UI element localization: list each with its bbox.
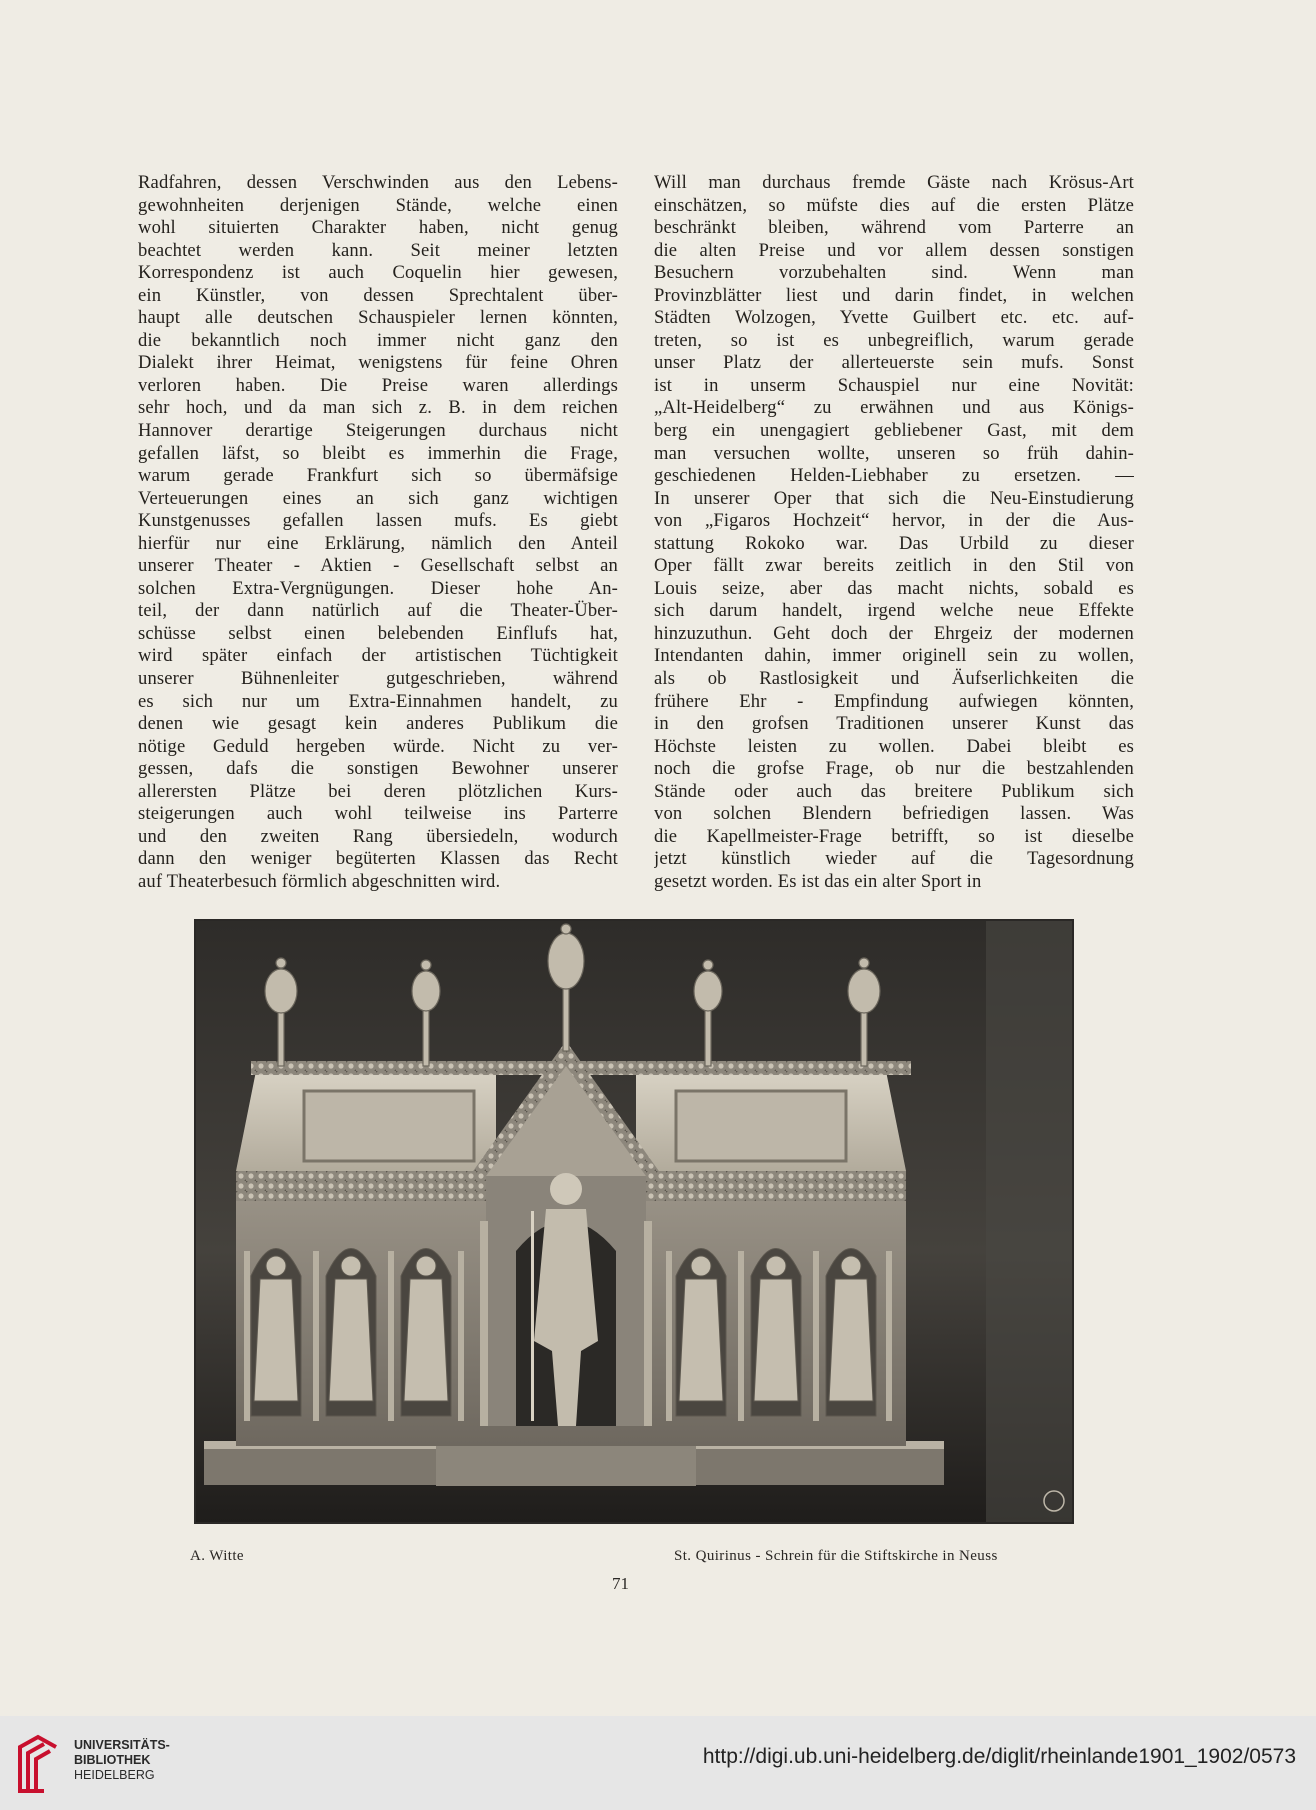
page-number: 71 xyxy=(612,1574,629,1593)
text-line: einschätzen, so müfste dies auf die ersten Plätze xyxy=(654,194,1134,216)
text-line: von „Figaros Hochzeit“ hervor, in der die Aus- xyxy=(654,510,1134,532)
text-line: stattung Rokoko war. Das Urbild zu dieser xyxy=(654,532,1134,554)
text-line: verloren haben. Die Preise waren allerdings xyxy=(138,374,618,396)
text-line: es sich nur um Extra-Einnahmen handelt, zu xyxy=(138,690,618,712)
text-line: geschiedenen Helden-Liebhaber zu ersetzen. — xyxy=(654,465,1134,487)
reliquary-shrine-image xyxy=(196,921,1072,1522)
library-logo-icon[interactable] xyxy=(14,1731,62,1795)
text-line: „Alt-Heidelberg“ zu erwähnen und aus Königs- xyxy=(654,397,1134,419)
text-line: sich darum handelt, irgend welche neue Effekte xyxy=(654,600,1134,622)
text-line: wird später einfach der artistischen Tüchtigkeit xyxy=(138,645,618,667)
text-line: von solchen Blendern befriedigen lassen. Was xyxy=(654,803,1134,825)
text-line: Radfahren, dessen Verschwinden aus den Lebens- xyxy=(138,172,618,193)
text-line: unserer Bühnenleiter gutgeschrieben, während xyxy=(138,668,618,690)
text-line: Städten Wolzogen, Yvette Guilbert etc. etc. auf- xyxy=(654,307,1134,329)
text-line: Verteuerungen eines an sich ganz wichtigen xyxy=(138,487,618,509)
text-line: steigerungen auch wohl teilweise ins Parterre xyxy=(138,803,618,825)
text-line: in den grofsen Traditionen unserer Kunst das xyxy=(654,713,1134,735)
text-line: die alten Preise und vor allem dessen sonstigen xyxy=(654,239,1134,261)
text-line: allerersten Plätze bei deren plötzlichen Kurs- xyxy=(138,780,618,802)
text-line: denen wie gesagt kein anderes Publikum die xyxy=(138,713,618,735)
library-name-line2: BIBLIOTHEK xyxy=(74,1753,151,1767)
text-line: berg ein unengagiert gebliebener Gast, mit dem xyxy=(654,420,1134,442)
text-line: solchen Extra-Vergnügungen. Dieser hohe An- xyxy=(138,577,618,599)
text-line: Besuchern vorzubehalten sind. Wenn man xyxy=(654,262,1134,284)
text-column-left xyxy=(138,172,618,894)
text-line: man versuchen wollte, unseren so früh dahin- xyxy=(654,442,1134,464)
text-line: Louis seize, aber das macht nichts, sobald es xyxy=(654,577,1134,599)
text-line: gewohnheiten derjenigen Stände, welche einen xyxy=(138,194,618,216)
text-line: die bekanntlich noch immer nicht ganz den xyxy=(138,329,618,351)
text-line: beachtet werden kann. Seit meiner letzten xyxy=(138,239,618,261)
text-line: ein Künstler, von dessen Sprechtalent über- xyxy=(138,284,618,306)
text-line: sehr hoch, und da man sich z. B. in dem reichen xyxy=(138,397,618,419)
text-line: unser Platz der allerteuerste sein mufs. Sonst xyxy=(654,352,1134,374)
text-line: Provinzblätter liest und darin findet, in welchen xyxy=(654,284,1134,306)
text-line: schüsse selbst einen belebenden Einflufs hat, xyxy=(138,622,618,644)
text-line: Dialekt ihrer Heimat, wenigstens für feine Ohren xyxy=(138,352,618,374)
text-line: die Kapellmeister-Frage betrifft, so ist dieselbe xyxy=(654,825,1134,847)
text-line: noch die grofse Frage, ob nur die bestzahlenden xyxy=(654,758,1134,780)
text-line: wohl situierten Charakter haben, nicht genug xyxy=(138,217,618,239)
text-line: ist in unserm Schauspiel nur eine Novität: xyxy=(654,374,1134,396)
text-line: auf Theaterbesuch förmlich abgeschnitten wird. xyxy=(138,870,501,892)
text-line: Korrespondenz ist auch Coquelin hier gewesen, xyxy=(138,262,618,284)
text-line: treten, so ist es unbegreiflich, warum gerade xyxy=(654,329,1134,351)
library-name-line1: UNIVERSITÄTS- xyxy=(74,1738,170,1752)
text-line: dann den weniger begüterten Klassen das Recht xyxy=(138,848,618,870)
text-column-right xyxy=(654,172,1134,894)
permalink-url[interactable]: http://digi.ub.uni-heidelberg.de/diglit/rheinlande1901_1902/0573 xyxy=(702,1745,1296,1768)
text-line: beschränkt bleiben, während vom Parterre an xyxy=(654,217,1134,239)
text-line: Hannover derartige Steigerungen durchaus nicht xyxy=(138,420,618,442)
text-line: Kunstgenusses gefallen lassen mufs. Es giebt xyxy=(138,510,618,532)
text-line: Stände oder auch das breitere Publikum sich xyxy=(654,780,1134,802)
figure-caption: St. Quirinus - Schrein für die Stiftskirche in Neuss xyxy=(674,1548,998,1564)
text-line: unserer Theater - Aktien - Gesellschaft selbst an xyxy=(138,555,618,577)
text-line: In unserer Oper that sich die Neu-Einstudierung xyxy=(654,487,1134,509)
photo-credit: A. Witte xyxy=(190,1548,244,1564)
text-line: jetzt künstlich wieder auf die Tagesordnung xyxy=(654,848,1134,870)
text-line: haupt alle deutschen Schauspieler lernen könnten, xyxy=(138,307,618,329)
text-line: gefallen läfst, so bleibt es immerhin die Frage, xyxy=(138,442,618,464)
text-line: Oper fällt zwar bereits zeitlich in den Stil von xyxy=(654,555,1134,577)
text-line: als ob Rastlosigkeit und Äufserlichkeiten die xyxy=(654,668,1134,690)
library-name-line3: HEIDELBERG xyxy=(74,1768,155,1782)
text-line: hierfür nur eine Erklärung, nämlich den Anteil xyxy=(138,532,618,554)
digital-library-footer xyxy=(0,1716,1316,1810)
text-line: teil, der dann natürlich auf die Theater-Über- xyxy=(138,600,618,622)
text-line: Will man durchaus fremde Gäste nach Krösus-Art xyxy=(654,172,1134,193)
text-line: Intendanten dahin, immer originell sein zu wollen, xyxy=(654,645,1134,667)
text-line: frühere Ehr - Empfindung aufwiegen könnten, xyxy=(654,690,1134,712)
text-line: Höchste leisten zu wollen. Dabei bleibt es xyxy=(654,735,1134,757)
shrine-photograph xyxy=(194,919,1074,1524)
text-line: gessen, dafs die sonstigen Bewohner unserer xyxy=(138,758,618,780)
library-name xyxy=(74,1738,170,1783)
text-line: hinzuzuthun. Geht doch der Ehrgeiz der modernen xyxy=(654,622,1134,644)
text-line: und den zweiten Rang übersiedeln, wodurch xyxy=(138,825,618,847)
text-line: gesetzt worden. Es ist das ein alter Sport in xyxy=(654,870,982,892)
text-line: warum gerade Frankfurt sich so übermäfsige xyxy=(138,465,618,487)
text-line: nötige Geduld hergeben würde. Nicht zu ver- xyxy=(138,735,618,757)
